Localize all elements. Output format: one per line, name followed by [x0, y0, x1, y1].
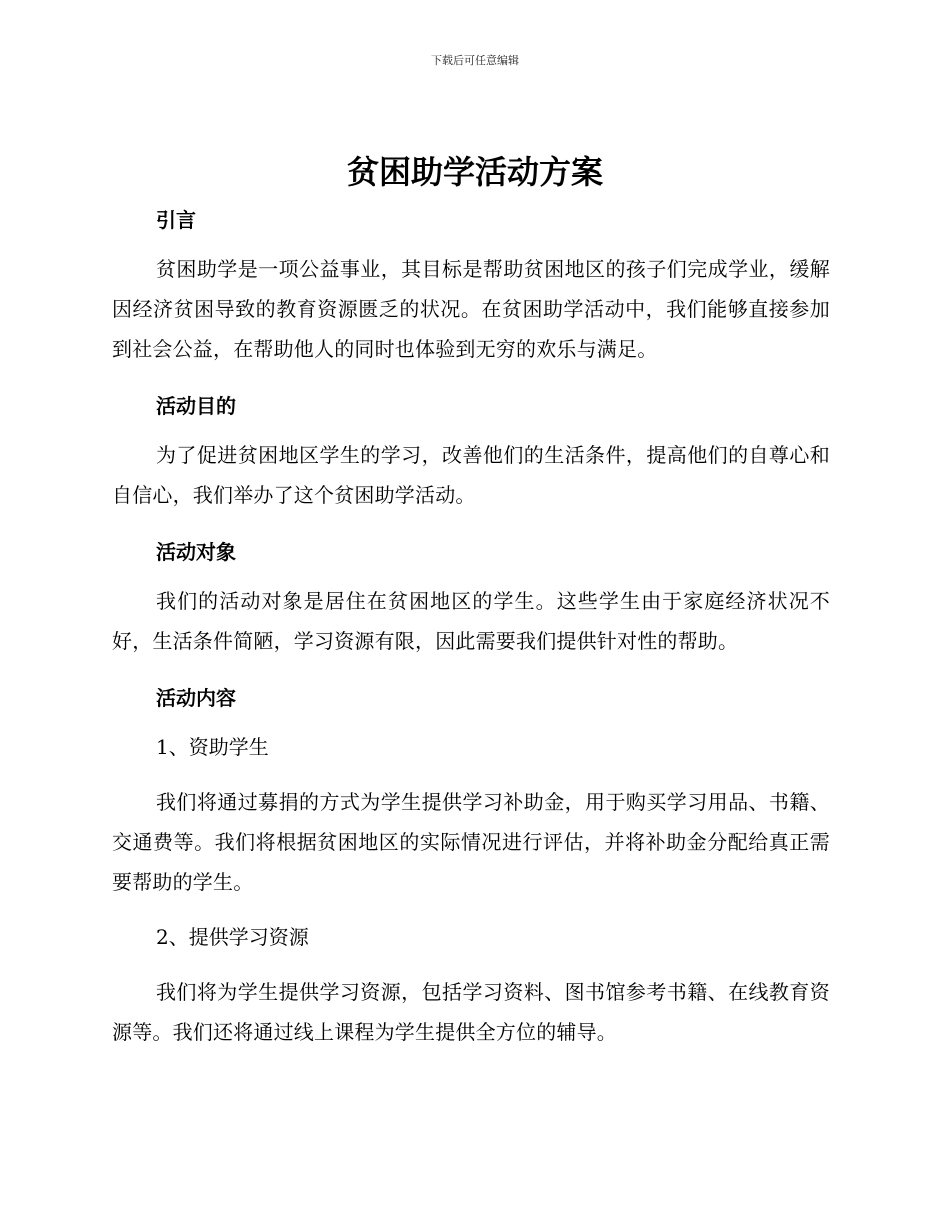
section-heading-purpose: 活动目的 [156, 394, 236, 418]
document-body [112, 198, 830, 1067]
content-item-paragraph-1: 我们将通过募捐的方式为学生提供学习补助金，用于购买学习用品、书籍、交通费等。我们将根据贫困地区的实际情况进行评估，并将补助金分配给真正需要帮助的学生。 [112, 790, 830, 894]
purpose-paragraph: 为了促进贫困地区学生的学习，改善他们的生活条件，提高他们的自尊心和自信心，我们举办了这个贫困助学活动。 [112, 443, 830, 507]
intro-paragraph: 贫困助学是一项公益事业，其目标是帮助贫困地区的孩子们完成学业，缓解因经济贫困导致的教育资源匮乏的状况。在贫困助学活动中，我们能够直接参加到社会公益，在帮助他人的同时也体验到无穷的欢乐与满足。 [112, 257, 830, 361]
section-heading-intro: 引言 [156, 208, 196, 232]
content-item-label-2: 2、提供学习资源 [156, 925, 309, 949]
section-heading-target: 活动对象 [156, 540, 236, 564]
content-item-label-1: 1、资助学生 [156, 735, 269, 759]
document-title: 贫困助学活动方案 [346, 153, 603, 191]
section-heading-content: 活动内容 [156, 686, 236, 710]
target-paragraph: 我们的活动对象是居住在贫困地区的学生。这些学生由于家庭经济状况不好，生活条件简陋，学习资源有限，因此需要我们提供针对性的帮助。 [112, 589, 830, 653]
header-note: 下载后可任意编辑 [431, 54, 519, 67]
content-item-paragraph-2: 我们将为学生提供学习资源，包括学习资料、图书馆参考书籍、在线教育资源等。我们还将通过线上课程为学生提供全方位的辅导。 [112, 980, 830, 1044]
